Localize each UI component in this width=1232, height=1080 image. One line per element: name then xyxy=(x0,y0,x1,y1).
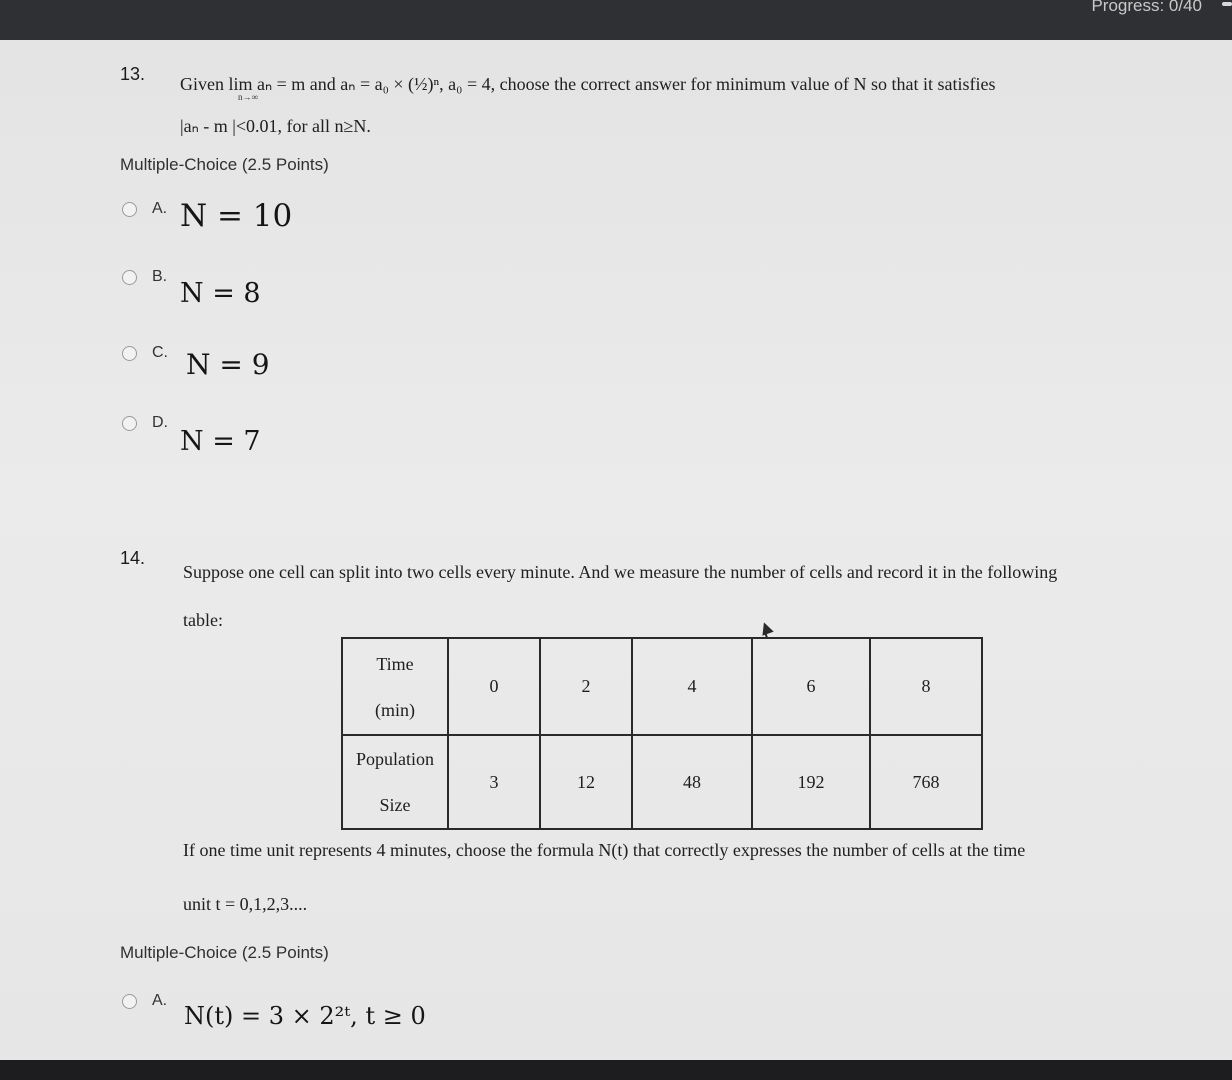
question-14-line1: If one time unit represents 4 minutes, choose the formula N(t) that correctly expresses the number of cells at the time xyxy=(183,840,1026,860)
population-header xyxy=(342,735,448,829)
radio-button[interactable] xyxy=(122,346,137,361)
option-formula: N = 8 xyxy=(180,278,261,309)
scroll-handle[interactable] xyxy=(1222,2,1232,6)
question-13-type: Multiple-Choice (2.5 Points) xyxy=(120,155,329,174)
question-14-intro-line1: Suppose one cell can split into two cells every minute. And we measure the number of cells and record it in the following xyxy=(183,562,1058,582)
table-cell: 192 xyxy=(752,735,870,829)
cell-table xyxy=(341,637,983,830)
limit-subscript: n→∞ xyxy=(238,92,258,102)
option-formula: N = 10 xyxy=(180,198,293,234)
question-14-number: 14. xyxy=(120,548,146,568)
option-letter: A. xyxy=(152,200,168,217)
q13-option-b[interactable] xyxy=(122,268,422,316)
time-header xyxy=(342,638,448,735)
table-cell: 4 xyxy=(632,638,752,735)
header-line: Size xyxy=(379,795,411,815)
table-cell: 48 xyxy=(632,735,752,829)
option-letter: A. xyxy=(152,992,168,1009)
question-13-line2: |aₙ - m |<0.01, for all n≥N. xyxy=(180,116,371,136)
question-14-type: Multiple-Choice (2.5 Points) xyxy=(120,943,329,962)
radio-button[interactable] xyxy=(122,994,137,1009)
table-cell: 0 xyxy=(448,638,540,735)
q13-option-d[interactable] xyxy=(122,414,422,462)
q13-option-c[interactable] xyxy=(122,344,422,384)
table-cell: 3 xyxy=(448,735,540,829)
option-formula: N = 9 xyxy=(186,348,270,381)
header-line: Time xyxy=(376,653,414,674)
table-row xyxy=(342,735,982,829)
top-bar xyxy=(0,0,1232,40)
option-letter: C. xyxy=(152,344,168,361)
option-formula: N(t) = 3 × 2²ᵗ, t ≥ 0 xyxy=(184,1002,426,1030)
header-line: (min) xyxy=(375,699,415,720)
table-row xyxy=(342,638,982,735)
table-cell: 6 xyxy=(752,638,870,735)
table-cell: 2 xyxy=(540,638,632,735)
table-cell: 768 xyxy=(870,735,982,829)
option-formula: N = 7 xyxy=(180,426,261,457)
progress-indicator: Progress: 0/40 xyxy=(1091,0,1202,15)
radio-button[interactable] xyxy=(122,202,137,217)
q13-option-a[interactable] xyxy=(122,200,422,240)
table-cell: 12 xyxy=(540,735,632,829)
question-14-line2: unit t = 0,1,2,3.... xyxy=(183,894,308,914)
question-13-number: 13. xyxy=(120,64,146,84)
option-letter: B. xyxy=(152,268,168,285)
question-14-intro-line2: table: xyxy=(183,610,223,630)
bottom-bar xyxy=(0,1060,1232,1080)
q14-option-a[interactable] xyxy=(122,992,482,1036)
table-cell: 8 xyxy=(870,638,982,735)
header-line: Population xyxy=(355,749,434,769)
question-13-line1: Given lim aₙ = m and aₙ = a₀ × (½)ⁿ, a₀ = 4, choose the correct answer for minimum value of N so that it satisfies xyxy=(180,74,996,94)
radio-button[interactable] xyxy=(122,270,137,285)
radio-button[interactable] xyxy=(122,416,137,431)
option-letter: D. xyxy=(152,414,168,431)
